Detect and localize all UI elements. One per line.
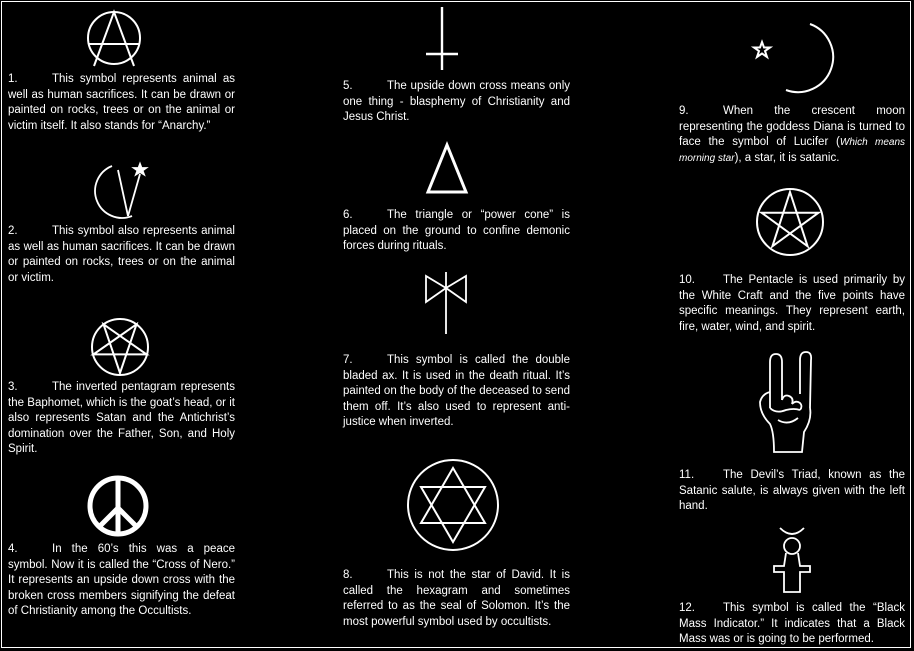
symbol-5-description: 5. The upside down cross means only one thing - blasphemy of Christianity and Jesus Christ. <box>343 80 570 124</box>
anarchy-icon <box>84 8 144 68</box>
symbol-1-description: 1. This symbol represents animal as well as human sacrifices. It can be drawn or painted on rocks, trees or on the animal or victim itself. It also stands for “Anarchy.” <box>8 73 235 132</box>
inverted-pentagram-icon <box>88 317 152 377</box>
symbol-4-description: 4. In the 60’s this was a peace symbol. Now it is called the “Cross of Nero.” It represents an upside down cross with the broken cross members signifying the defeat of Christianity among the Occultists. <box>8 543 235 618</box>
inverted-cross-icon <box>425 7 459 71</box>
symbol-8-description: 8. This is not the star of David. It is called the hexagram and sometimes referred to as the seal of Solomon. It’s the most powerful symbol used by occultists. <box>343 569 570 628</box>
symbol-6-description: 6. The triangle or “power cone” is placed on the ground to confine demonic forces during rituals. <box>343 209 570 253</box>
crescent-star-icon <box>88 160 158 222</box>
devils-triad-hand-icon <box>756 348 818 454</box>
symbol-10-description: 10. The Pentacle is used primarily by the White Craft and the five points have specific meanings. They represent earth, fire, water, wind, and spirit. <box>679 274 905 333</box>
symbol-7-description: 7. This symbol is called the double bladed ax. It is used in the death ritual. It’s painted on the body of the deceased to send them off. It’s also used to represent anti-justice when inverted. <box>343 354 570 429</box>
symbol-2-description: 2. This symbol also represents animal as well as human sacrifices. It can be drawn or painted on rocks, trees or on the animal or victim. <box>8 225 235 284</box>
crescent-moon-star-icon <box>748 20 840 96</box>
black-mass-indicator-icon <box>772 526 812 594</box>
pentacle-icon <box>754 186 826 258</box>
cross-of-nero-icon <box>86 474 150 538</box>
hexagram-icon <box>406 458 500 552</box>
symbol-12-description: 12. This symbol is called the “Black Mass Indicator.” It indicates that a Black Mass was or is going to be performed. <box>679 602 905 646</box>
symbol-3-description: 3. The inverted pentagram represents the Baphomet, which is the goat’s head, or it also represents Satan and the Antichrist’s domination over the Father, Son, and Holy Spirit. <box>8 381 235 456</box>
symbol-11-description: 11. The Devil’s Triad, known as the Satanic salute, is always given with the left hand. <box>679 469 905 513</box>
triangle-icon <box>425 141 469 195</box>
double-bladed-ax-icon <box>422 268 470 336</box>
symbol-9-description: 9. When the crescent moon representing the goddess Diana is turned to face the symbol of Lucifer (Which means morning star), a star, it is satanic. <box>679 105 906 164</box>
